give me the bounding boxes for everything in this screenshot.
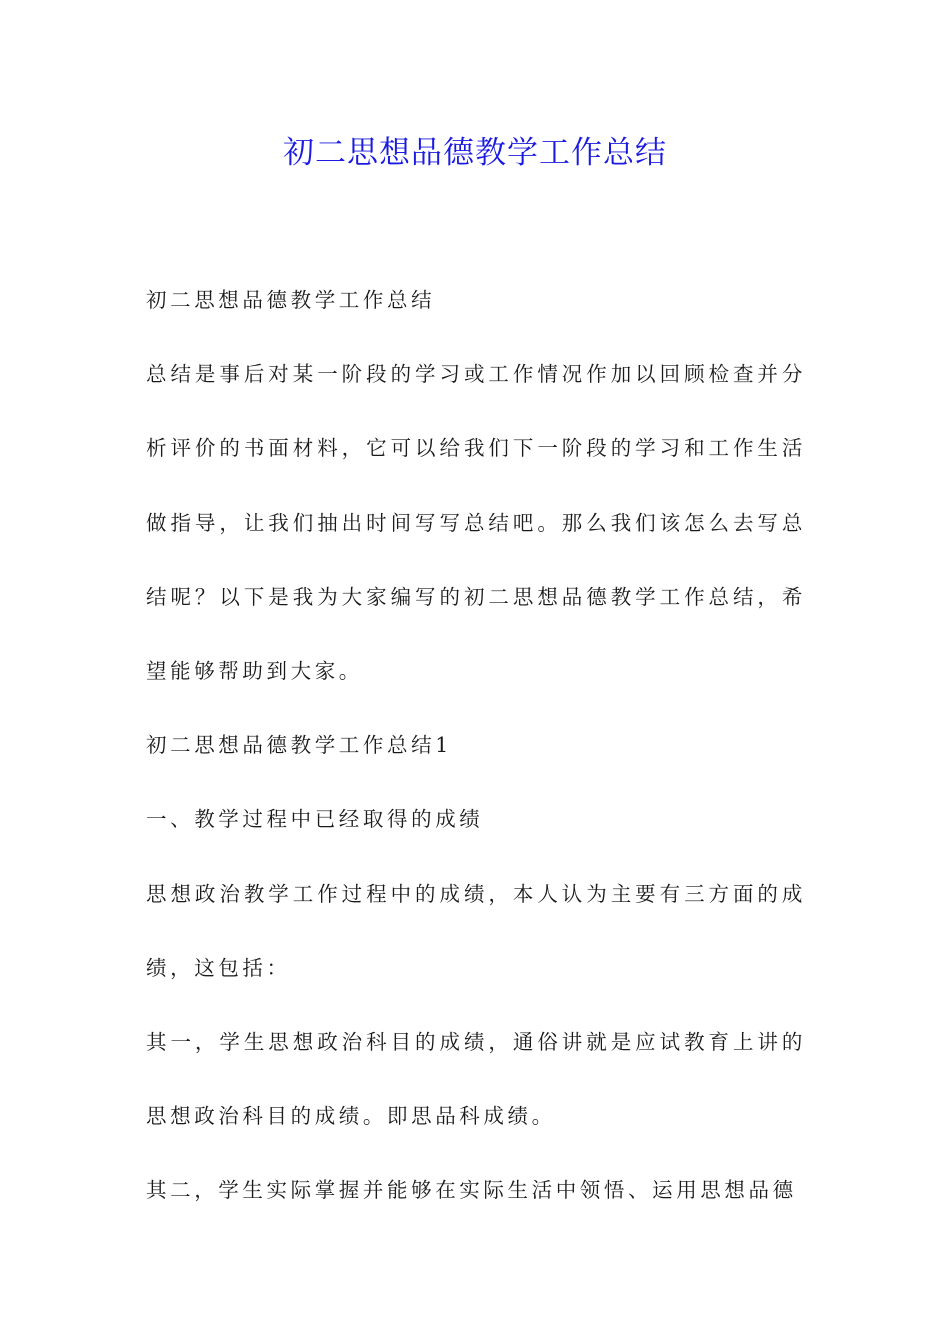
document-title: 初二思想品德教学工作总结 <box>283 135 667 171</box>
subtitle-paragraph: 初二思想品德教学工作总结 <box>146 288 436 312</box>
body-paragraph: 其一，学生思想政治科目的成绩，通俗讲就是应试教育上讲的思想政治科目的成绩。即思品科成绩。 <box>146 1030 806 1129</box>
section-heading: 初二思想品德教学工作总结1 <box>146 733 452 758</box>
body-paragraph: 思想政治教学工作过程中的成绩，本人认为主要有三方面的成绩，这包括： <box>146 881 806 980</box>
intro-paragraph: 总结是事后对某一阶段的学习或工作情况作加以回顾检查并分析评价的书面材料，它可以给我们下一阶段的学习和工作生活做指导，让我们抽出时间写写总结吧。那么我们该怎么去写总结呢？以下是我为大家编写的初二思想品德教学工作总结，希望能够帮助到大家。 <box>146 362 806 684</box>
document-body <box>146 263 806 1228</box>
subsection-heading: 一、教学过程中已经取得的成绩 <box>146 807 484 832</box>
body-paragraph: 其二，学生实际掌握并能够在实际生活中领悟、运用思想品德 <box>146 1178 797 1203</box>
